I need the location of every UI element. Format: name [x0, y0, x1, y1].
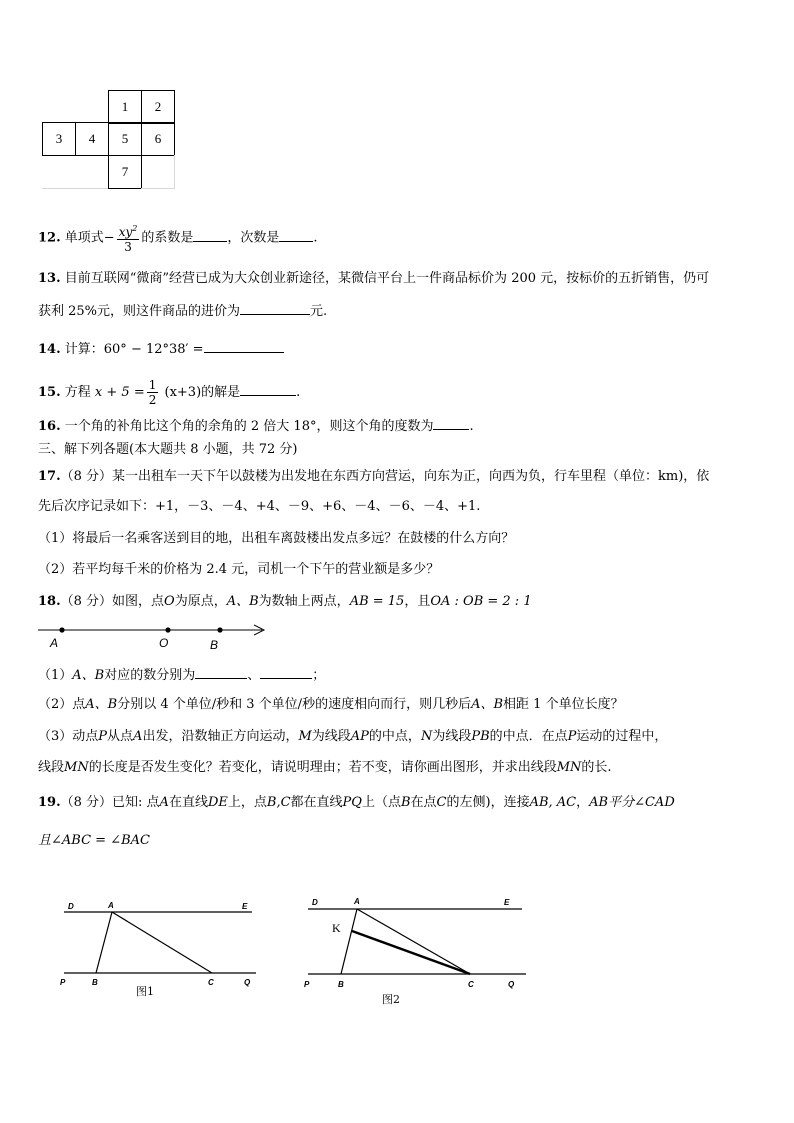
answer-blank[interactable] — [204, 339, 284, 353]
fig1-label-q: Q — [244, 978, 251, 987]
grid-cell-6: 6 — [141, 122, 175, 156]
minus-sign: − — [103, 230, 115, 246]
math-symbol: A、B — [226, 594, 259, 609]
question-number: 17. — [38, 469, 61, 484]
answer-blank[interactable] — [195, 665, 247, 679]
fig2-label-b: B — [338, 980, 344, 989]
grid-cell-empty — [141, 155, 175, 189]
math-symbol: AB — [589, 795, 609, 810]
answer-blank[interactable] — [240, 382, 296, 396]
answer-blank[interactable] — [260, 665, 312, 679]
answer-blank[interactable] — [240, 301, 310, 315]
question-text: 对应的数分别为 — [104, 668, 196, 683]
math-symbol: AP — [350, 729, 369, 744]
math-symbol: M — [298, 729, 312, 744]
cube-net-figure — [40, 90, 180, 192]
fig2-label-q: Q — [508, 980, 515, 989]
question-13 — [38, 270, 709, 288]
question-17-sub2: （2）若平均每千米的价格为 2.4 元，司机一个下午的营业额是多少？ — [38, 562, 440, 577]
question-19-line2: 且∠ABC = ∠BAC — [38, 833, 150, 848]
math-symbol: MN — [64, 760, 89, 775]
grid-cell-3: 3 — [42, 122, 76, 156]
question-number: 13. — [38, 271, 61, 286]
question-number: 12. — [38, 230, 61, 246]
fraction — [147, 378, 159, 407]
question-text: 目前互联网“微商”经营已成为大众创业新途径，某微信平台上一件商品标价为 200 元，按标价的五折销售，仍可 — [64, 271, 710, 286]
grid-cell-2: 2 — [141, 90, 175, 124]
question-text: 运动的过程中， — [576, 729, 668, 744]
fig2-label-c: C — [468, 980, 474, 989]
question-18-sub3-line2 — [38, 759, 612, 777]
question-text: 方程 — [64, 385, 91, 400]
answer-blank[interactable] — [433, 416, 469, 430]
fig1-label-c: C — [208, 978, 214, 987]
math-expression: 平分∠CAD — [608, 795, 675, 810]
exponent: 2 — [132, 224, 138, 233]
math-symbol: A — [133, 729, 143, 744]
fig2-label-d: D — [312, 898, 318, 907]
math-symbol: C — [436, 795, 447, 810]
math-symbol: O — [164, 594, 175, 609]
question-number: 18. — [38, 594, 61, 609]
question-18 — [38, 593, 532, 611]
question-text: 线段 — [38, 760, 65, 775]
question-text: 从点 — [107, 729, 134, 744]
question-text: 的长. — [581, 760, 612, 775]
question-text: 上（点 — [361, 795, 401, 810]
fig1-caption: 图1 — [136, 985, 154, 998]
question-17-line2: 先后次序记录如下：+1，－3、－4、+4、－9、+6、－4、－6、－4、+1. — [38, 499, 481, 514]
question-text: （3）动点 — [38, 729, 99, 744]
geometry-figure-1 — [56, 896, 266, 1002]
fraction-numerator: 1 — [148, 378, 157, 392]
math-expression: AB = 15 — [349, 594, 405, 609]
question-text: 的系数是 — [141, 230, 194, 246]
fig1-label-e: E — [242, 902, 248, 911]
question-text: 、 — [247, 668, 261, 683]
number-line-figure — [36, 620, 276, 652]
fig2-label-e: E — [504, 898, 510, 907]
geometry-figure-2 — [300, 892, 532, 1010]
question-text: . — [313, 230, 318, 246]
question-number: 14. — [38, 342, 61, 357]
question-17-sub1: （1）将最后一名乘客送到目的地，出租车离鼓楼出发点多远？在鼓楼的什么方向？ — [38, 531, 515, 546]
fig1-label-p: P — [60, 978, 66, 987]
math-symbol: P — [98, 729, 108, 744]
math-symbol: A、B — [471, 697, 504, 712]
fig2-label-a: A — [354, 897, 360, 906]
section-heading: 三、解下列各题(本大题共 8 小题，共 72 分) — [38, 442, 298, 457]
question-13-line2 — [38, 301, 327, 321]
question-text: 为原点， — [174, 594, 227, 609]
grid-cell-4: 4 — [75, 122, 109, 156]
question-text: ，次数是 — [227, 230, 280, 246]
math-expression: OA : OB = 2 : 1 — [430, 594, 532, 609]
question-text: . — [296, 385, 301, 400]
question-text: ， — [576, 795, 590, 810]
question-text: 的左侧)，连接 — [446, 795, 530, 810]
grid-cell-1: 1 — [108, 90, 142, 124]
grid-cell-empty — [42, 155, 108, 189]
equation: x + 5 = — [94, 385, 145, 400]
equation: (x+3) — [164, 385, 202, 400]
question-text: ； — [312, 668, 326, 683]
question-text: （8 分）已知: 点 — [60, 795, 160, 810]
answer-blank[interactable] — [193, 228, 227, 242]
question-text: 相距 1 个单位长度？ — [503, 697, 624, 712]
grid-cell-7: 7 — [108, 155, 142, 189]
question-text: 都在直线 — [290, 795, 343, 810]
question-text: 获利 25%元，则这件商品的进价为 — [38, 304, 241, 319]
question-18-sub3 — [38, 728, 667, 746]
question-text: 为线段 — [432, 729, 472, 744]
fraction — [117, 222, 140, 254]
question-text: 的中点．在点 — [489, 729, 568, 744]
math-symbol: A、B — [72, 668, 105, 683]
fig1-label-d: D — [68, 902, 74, 911]
question-text: 为线段 — [311, 729, 351, 744]
question-15 — [38, 378, 300, 407]
fig2-label-p: P — [304, 980, 310, 989]
point-label-a: A — [50, 636, 59, 650]
grid-cell-5: 5 — [108, 122, 142, 156]
math-symbol: DE — [207, 795, 228, 810]
question-text: ，且 — [404, 594, 431, 609]
question-text: . — [469, 419, 474, 434]
math-symbol: N — [420, 729, 433, 744]
question-text: （8 分）如图，点 — [60, 594, 165, 609]
math-symbol: B,C — [266, 795, 291, 810]
question-text: 为数轴上两点， — [258, 594, 350, 609]
math-symbol: P — [567, 729, 577, 744]
question-text: 计算：60° − 12°38′ = — [64, 342, 204, 357]
math-symbol: A、B — [85, 697, 118, 712]
math-symbol: B — [400, 795, 411, 810]
fig2-label-k: K — [332, 921, 341, 935]
question-text: 上，点 — [227, 795, 267, 810]
question-14 — [38, 339, 284, 359]
fraction-numerator: xy — [118, 225, 133, 239]
question-number: 19. — [38, 795, 61, 810]
question-text: 的解是 — [201, 385, 241, 400]
question-18-sub2 — [38, 696, 624, 714]
math-symbol: PQ — [342, 795, 362, 810]
question-text: 元. — [310, 304, 328, 319]
fig1-label-b: B — [92, 978, 98, 987]
question-number: 15. — [38, 385, 61, 400]
question-text: （2）点 — [38, 697, 86, 712]
fraction-denominator: 2 — [148, 393, 157, 407]
fig2-caption: 图2 — [382, 993, 400, 1006]
question-text: 出发，沿数轴正方向运动， — [142, 729, 299, 744]
question-text: 的长度是否发生变化？若变化，请说明理由；若不变，请你画出图形，并求出线段 — [88, 760, 557, 775]
question-text: 在点 — [410, 795, 437, 810]
question-text: 在直线 — [168, 795, 208, 810]
question-text: （1） — [38, 668, 73, 683]
question-text: （8 分）某一出租车一天下午以鼓楼为出发地在东西方向营运，向东为正，向西为负，行车里程（单位：km)，依 — [60, 469, 710, 484]
fraction-denominator: 3 — [124, 240, 132, 254]
question-text: 单项式 — [64, 230, 104, 246]
math-symbol: A — [159, 795, 169, 810]
fig1-label-a: A — [108, 901, 114, 910]
question-number: 16. — [38, 419, 61, 434]
question-12 — [38, 222, 318, 254]
question-text: 的中点， — [368, 729, 421, 744]
question-text: 一个角的补角比这个角的余角的 2 倍大 18°，则这个角的度数为 — [64, 419, 434, 434]
point-label-b: B — [210, 638, 219, 652]
point-label-o: O — [159, 636, 169, 650]
question-18-sub1 — [38, 665, 325, 685]
question-text: 分别以 4 个单位/秒和 3 个单位/秒的速度相向而行，则几秒后 — [117, 697, 472, 712]
math-symbol: PB — [471, 729, 490, 744]
question-17 — [38, 468, 709, 486]
math-symbol: AB, AC — [529, 795, 577, 810]
math-symbol: MN — [556, 760, 582, 775]
question-19 — [38, 794, 675, 812]
answer-blank[interactable] — [279, 228, 313, 242]
question-16 — [38, 416, 474, 436]
